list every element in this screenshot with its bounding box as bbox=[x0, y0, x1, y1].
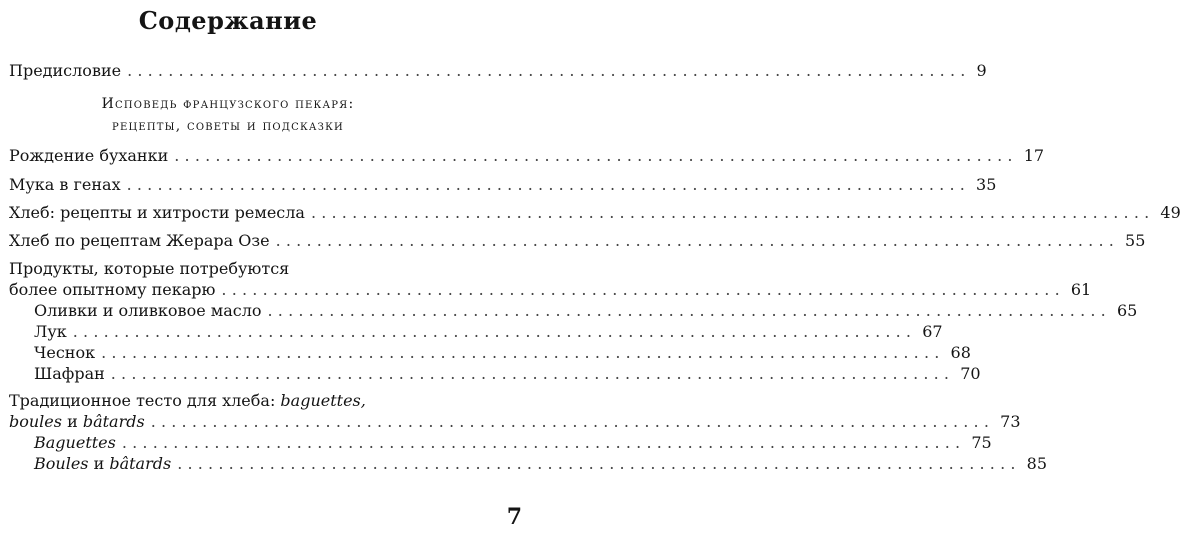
toc-entry-label-italic: baguettes, bbox=[280, 391, 366, 410]
dot-leader: .................................................................................. bbox=[121, 433, 966, 452]
toc-entry-label bbox=[34, 454, 177, 474]
toc-entry-label bbox=[9, 412, 151, 432]
toc-entry-conj: и bbox=[88, 454, 110, 473]
page-number: 49 bbox=[1160, 203, 1181, 222]
dot-leader: .................................................................................. bbox=[101, 343, 945, 362]
toc-entry-label: Чеснок bbox=[34, 343, 96, 362]
toc-subentry[interactable] bbox=[34, 433, 992, 453]
page-number: 68 bbox=[950, 343, 971, 362]
page-number: 85 bbox=[1026, 454, 1048, 473]
toc-subentry[interactable] bbox=[34, 343, 971, 363]
toc-entry-label-italic: bâtards bbox=[109, 454, 172, 473]
toc-entry-label-italic: Boules bbox=[34, 454, 89, 473]
toc-entry-bread-recipes[interactable] bbox=[9, 203, 1181, 223]
toc-subentry[interactable] bbox=[34, 322, 943, 342]
dot-leader: .................................................................................. bbox=[310, 203, 1155, 222]
toc-entry-label: Лук bbox=[34, 322, 67, 341]
toc-entry-products-line1: Продукты, которые потребуются bbox=[9, 259, 290, 278]
section-heading-line2: рецепты, советы и подсказки bbox=[112, 118, 344, 134]
page-number: 9 bbox=[976, 61, 987, 80]
dot-leader: .................................................................................. bbox=[150, 412, 995, 431]
page-number: 65 bbox=[1116, 301, 1138, 320]
toc-entry-label: более опытному пекарю bbox=[9, 280, 216, 299]
toc-entry-dough[interactable] bbox=[9, 412, 1021, 432]
toc-entry-label-italic: boules bbox=[9, 412, 62, 431]
toc-subentry[interactable] bbox=[34, 364, 981, 384]
toc-entry-products[interactable] bbox=[9, 280, 1092, 300]
page-number: 73 bbox=[1000, 412, 1021, 431]
dot-leader: .................................................................................. bbox=[177, 454, 1021, 473]
page-title: Содержание bbox=[138, 6, 318, 35]
toc-entry-label-italic: bâtards bbox=[82, 412, 145, 431]
toc-entry-conj: и bbox=[61, 412, 83, 431]
page-number: 75 bbox=[971, 433, 992, 452]
toc-entry-label: Оливки и оливковое масло bbox=[34, 301, 262, 320]
toc-entry-birth[interactable] bbox=[9, 146, 1045, 166]
toc-entry-label: Традиционное тесто для хлеба: bbox=[9, 391, 281, 410]
section-heading-line1: Исповедь французского пекаря: bbox=[101, 96, 355, 112]
dot-leader: .................................................................................. bbox=[267, 301, 1111, 320]
toc-entry-preface[interactable] bbox=[9, 61, 987, 81]
toc-subentry[interactable] bbox=[34, 301, 1138, 321]
toc-subentry[interactable] bbox=[34, 454, 1048, 474]
toc-entry-label: Рождение буханки bbox=[9, 146, 169, 165]
toc-entry-dough-line1 bbox=[9, 391, 447, 411]
toc-entry-flour[interactable] bbox=[9, 175, 997, 195]
page-number: 17 bbox=[1023, 146, 1045, 165]
toc-entry-label: Хлеб: рецепты и хитрости ремесла bbox=[9, 203, 305, 222]
dot-leader: .................................................................................. bbox=[127, 61, 971, 80]
dot-leader: .................................................................................. bbox=[174, 146, 1018, 165]
dot-leader: .................................................................................. bbox=[110, 364, 955, 383]
toc-entry-label: Предисловие bbox=[9, 61, 122, 80]
dot-leader: .................................................................................. bbox=[221, 280, 1065, 299]
toc-entry-label: Шафран bbox=[34, 364, 105, 383]
toc-entry-label: Хлеб по рецептам Жерара Озе bbox=[9, 231, 270, 250]
page-number: 61 bbox=[1070, 280, 1092, 299]
folio-page-number: 7 bbox=[506, 504, 522, 530]
dot-leader: .................................................................................. bbox=[72, 322, 917, 341]
toc-entry-oze[interactable] bbox=[9, 231, 1146, 251]
page-number: 70 bbox=[960, 364, 981, 383]
page-number: 55 bbox=[1125, 231, 1146, 250]
dot-leader: .................................................................................. bbox=[126, 175, 971, 194]
page-number: 35 bbox=[976, 175, 997, 194]
toc-entry-label: Baguettes bbox=[34, 433, 116, 452]
page-number: 67 bbox=[922, 322, 943, 341]
toc-entry-label: Мука в генах bbox=[9, 175, 121, 194]
dot-leader: .................................................................................. bbox=[275, 231, 1120, 250]
